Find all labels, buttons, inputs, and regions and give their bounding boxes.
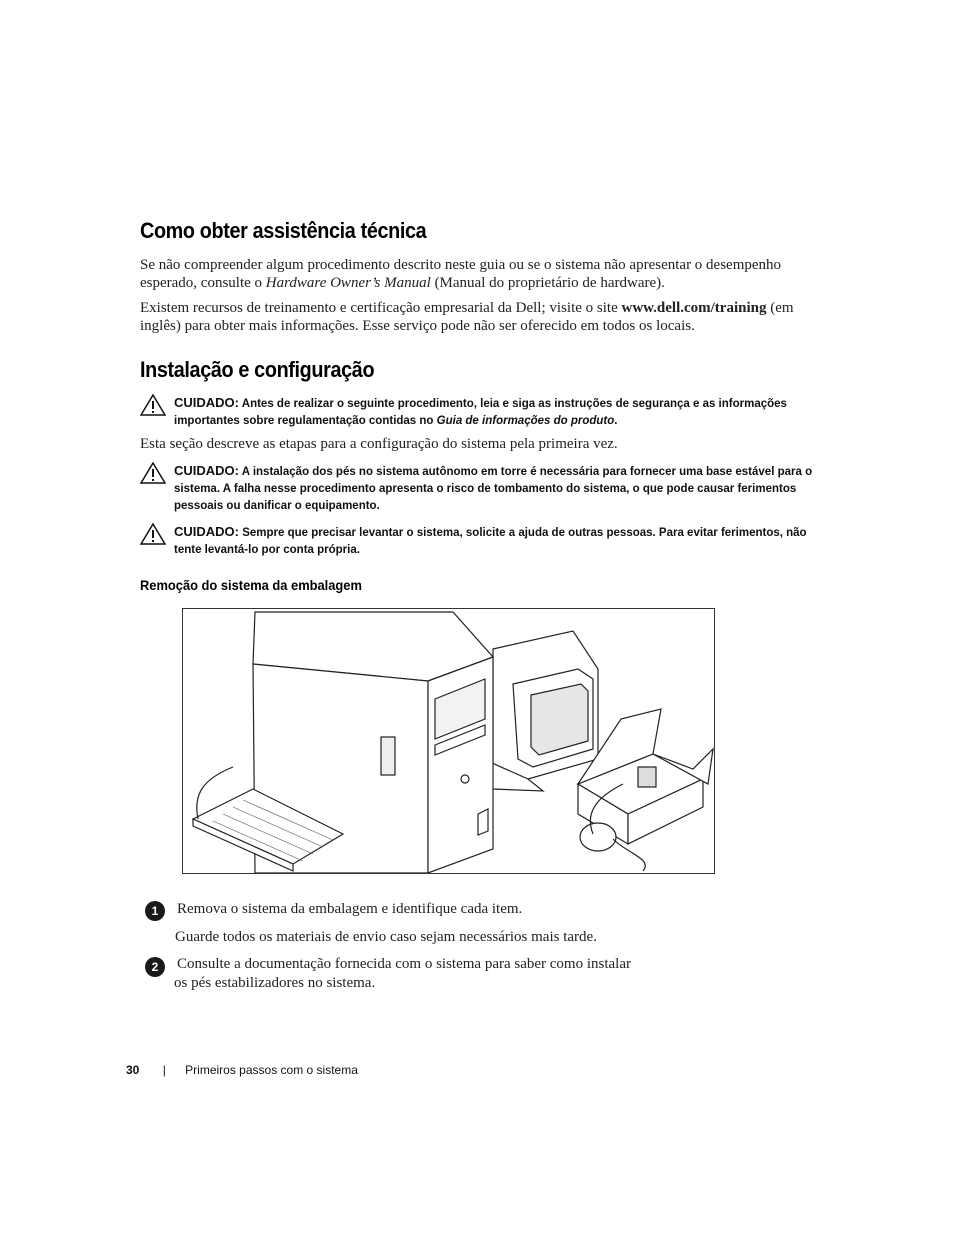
text-segment: Existem recursos de treinamento e certificação empresarial da Dell; visite o site [140, 300, 622, 316]
step2-text: Consulte a documentação fornecida com o sistema para saber como instalar [177, 956, 631, 972]
caution-label: CUIDADO: [174, 524, 239, 539]
text-segment: Antes de realizar o seguinte procedimento, leia e siga as instruções de segurança e as informações importantes sobre regulamentação contidas no [174, 398, 787, 427]
step1-note: Guarde todos os materiais de envio caso sejam necessários mais tarde. [175, 929, 597, 945]
text-segment: Se não compreender algum procedimento descrito neste guia ou se o sistema não apresentar o desempenho esperado, consulte o [140, 257, 782, 291]
paragraph-assistance-manual [140, 256, 820, 292]
text-segment: Sempre que precisar levantar o sistema, solicite a ajuda de outras pessoas. Para evitar ferimentos, não tente levantá-lo por conta própria. [174, 527, 807, 556]
training-link[interactable]: www.dell.com/training [621, 300, 767, 316]
step2-text-cont: os pés estabilizadores no sistema. [174, 975, 376, 991]
footer-separator: | [162, 1063, 166, 1077]
manual-title: Hardware Owner’s Manual [265, 275, 431, 291]
chapter-title: Primeiros passos com o sistema [185, 1063, 358, 1077]
text-segment: A instalação dos pés no sistema autônomo em torre é necessária para fornecer uma base estável para o sistema. A falha nesse procedimento apresenta o risco de tombamento do sistema, o que pode causar ferimentos pessoais ou danificar o equipamento. [174, 466, 813, 512]
caution-text [174, 523, 824, 559]
heading-unpacking: Remoção do sistema da embalagem [140, 577, 362, 593]
caution-text [174, 394, 824, 430]
text-segment: (em inglês) para obter mais informações. Esse serviço pode não ser oferecido em todos os locais. [140, 300, 794, 334]
monitor-drawing [483, 631, 598, 791]
step-number-badge: 2 [145, 957, 165, 977]
unpacking-illustration [182, 608, 715, 874]
text-segment: (Manual do proprietário de hardware). [430, 275, 665, 291]
page-footer [126, 1063, 358, 1077]
page-number: 30 [126, 1063, 140, 1077]
caution-label: CUIDADO: [174, 395, 239, 410]
system-components-drawing [183, 609, 714, 873]
step1-text: Remova o sistema da embalagem e identifique cada item. [177, 901, 523, 917]
warning-icon [140, 462, 166, 484]
caution-text [174, 462, 824, 515]
warning-icon [140, 394, 166, 416]
guide-title: Guia de informações do produto [436, 415, 615, 427]
heading-installation: Instalação e configuração [140, 357, 375, 382]
mouse-drawing [580, 823, 616, 851]
text-segment: . [614, 415, 618, 427]
warning-icon [140, 523, 166, 545]
step-number-badge: 1 [145, 901, 165, 921]
paragraph-training [140, 299, 820, 335]
paragraph-section-intro: Esta seção descreve as etapas para a configuração do sistema pela primeira vez. [140, 436, 618, 452]
heading-technical-assistance: Como obter assistência técnica [140, 218, 427, 243]
caution-label: CUIDADO: [174, 463, 239, 478]
